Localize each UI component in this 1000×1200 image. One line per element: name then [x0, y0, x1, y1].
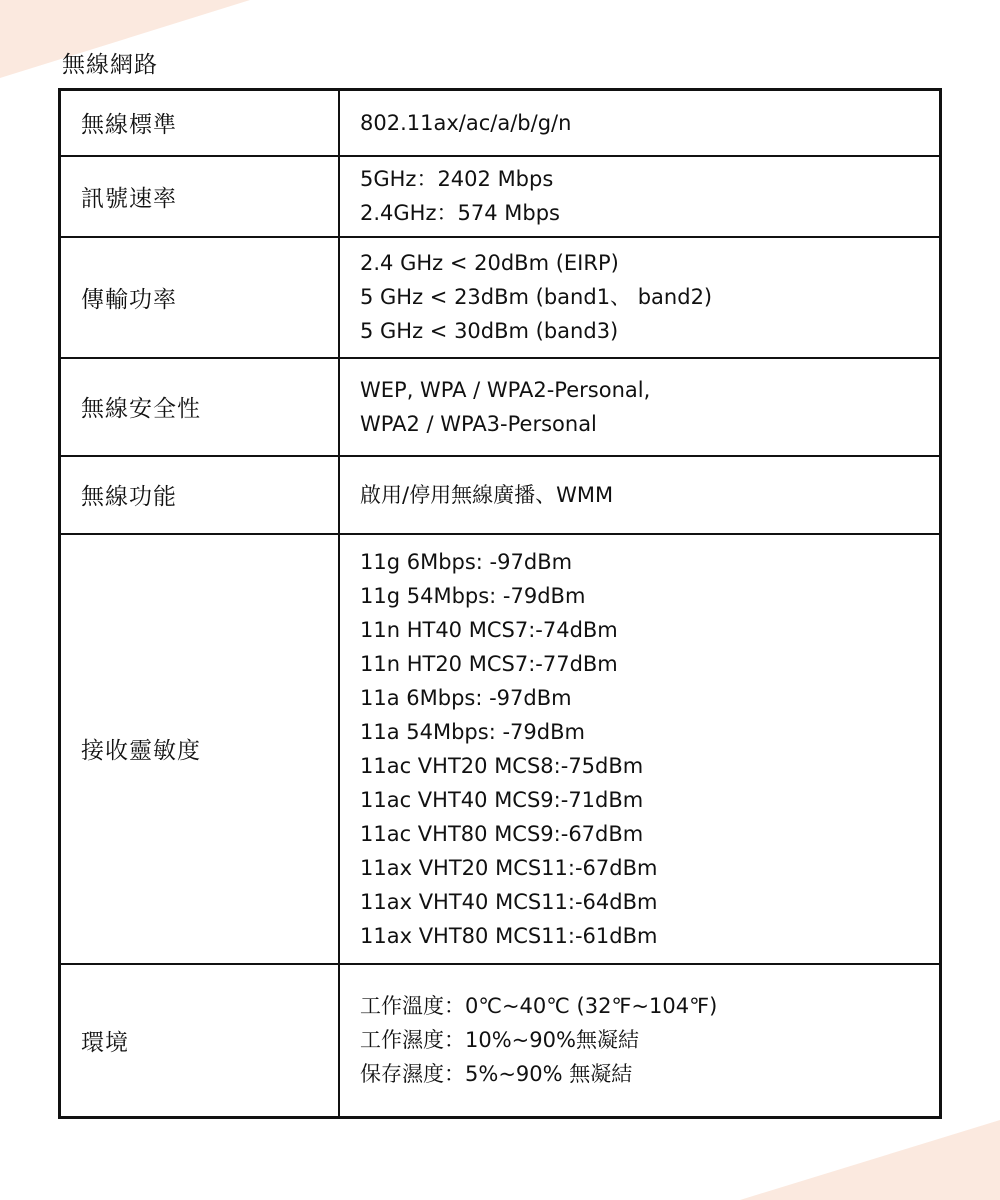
spec-value-line: 802.11ax/ac/a/b/g/n [360, 110, 572, 135]
section-title: 無線網路 [62, 52, 158, 78]
spec-label: 傳輸功率 [60, 237, 340, 358]
spec-value-line: WEP, WPA / WPA2-Personal, [360, 377, 651, 402]
spec-value [339, 534, 941, 964]
spec-value [339, 156, 941, 237]
spec-value-line: 11g 6Mbps: -97dBm [360, 549, 573, 574]
spec-value [339, 456, 941, 534]
spec-value-line: 2.4GHz：574 Mbps [360, 201, 560, 225]
spec-value-line: 工作濕度：10%~90%無凝結 [360, 1028, 639, 1053]
spec-value-line: 11ac VHT20 MCS8:-75dBm [360, 753, 644, 778]
spec-value-line: 11g 54Mbps: -79dBm [360, 583, 586, 608]
spec-value-line: 11ac VHT80 MCS9:-67dBm [360, 821, 644, 846]
spec-value [339, 964, 941, 1118]
spec-value-line: 11n HT40 MCS7:-74dBm [360, 617, 618, 642]
spec-row-tx-power [60, 237, 941, 358]
spec-row-signal-rate [60, 156, 941, 237]
spec-value [339, 237, 941, 358]
spec-value-line: 5GHz：2402 Mbps [360, 167, 554, 191]
spec-value-line: 5 GHz < 30dBm (band3) [360, 319, 619, 343]
spec-value-line: 11n HT20 MCS7:-77dBm [360, 651, 618, 676]
spec-row-wireless-features [60, 456, 941, 534]
spec-value-line: 啟用/停用無線廣播、WMM [360, 482, 614, 507]
spec-value-line: 11ac VHT40 MCS9:-71dBm [360, 787, 644, 812]
spec-value [339, 90, 941, 156]
spec-value-line: 保存濕度：5%~90% 無凝結 [360, 1062, 633, 1087]
spec-value [339, 358, 941, 456]
decorative-corner-bottom [740, 1120, 1000, 1200]
spec-row-environment [60, 964, 941, 1118]
spec-label: 無線功能 [60, 456, 340, 534]
spec-value-line: 11ax VHT80 MCS11:-61dBm [360, 923, 658, 948]
spec-label: 無線標準 [60, 90, 340, 156]
spec-label: 訊號速率 [60, 156, 340, 237]
spec-row-rx-sensitivity [60, 534, 941, 964]
spec-value-line: 11a 6Mbps: -97dBm [360, 685, 572, 710]
spec-value-line: 11a 54Mbps: -79dBm [360, 719, 585, 744]
spec-value-line: 5 GHz < 23dBm (band1、 band2) [360, 285, 713, 309]
spec-label: 接收靈敏度 [60, 534, 340, 964]
spec-label: 環境 [60, 964, 340, 1118]
spec-row-wireless-security [60, 358, 941, 456]
spec-value-line: 2.4 GHz < 20dBm (EIRP) [360, 251, 619, 275]
spec-value-line: WPA2 / WPA3-Personal [360, 411, 597, 436]
spec-label: 無線安全性 [60, 358, 340, 456]
spec-row-wireless-standard [60, 90, 941, 156]
spec-value-line: 11ax VHT40 MCS11:-64dBm [360, 889, 658, 914]
spec-value-line: 工作溫度：0℃~40℃ (32℉~104℉) [360, 994, 718, 1019]
spec-table [58, 88, 942, 1119]
spec-value-line: 11ax VHT20 MCS11:-67dBm [360, 855, 658, 880]
